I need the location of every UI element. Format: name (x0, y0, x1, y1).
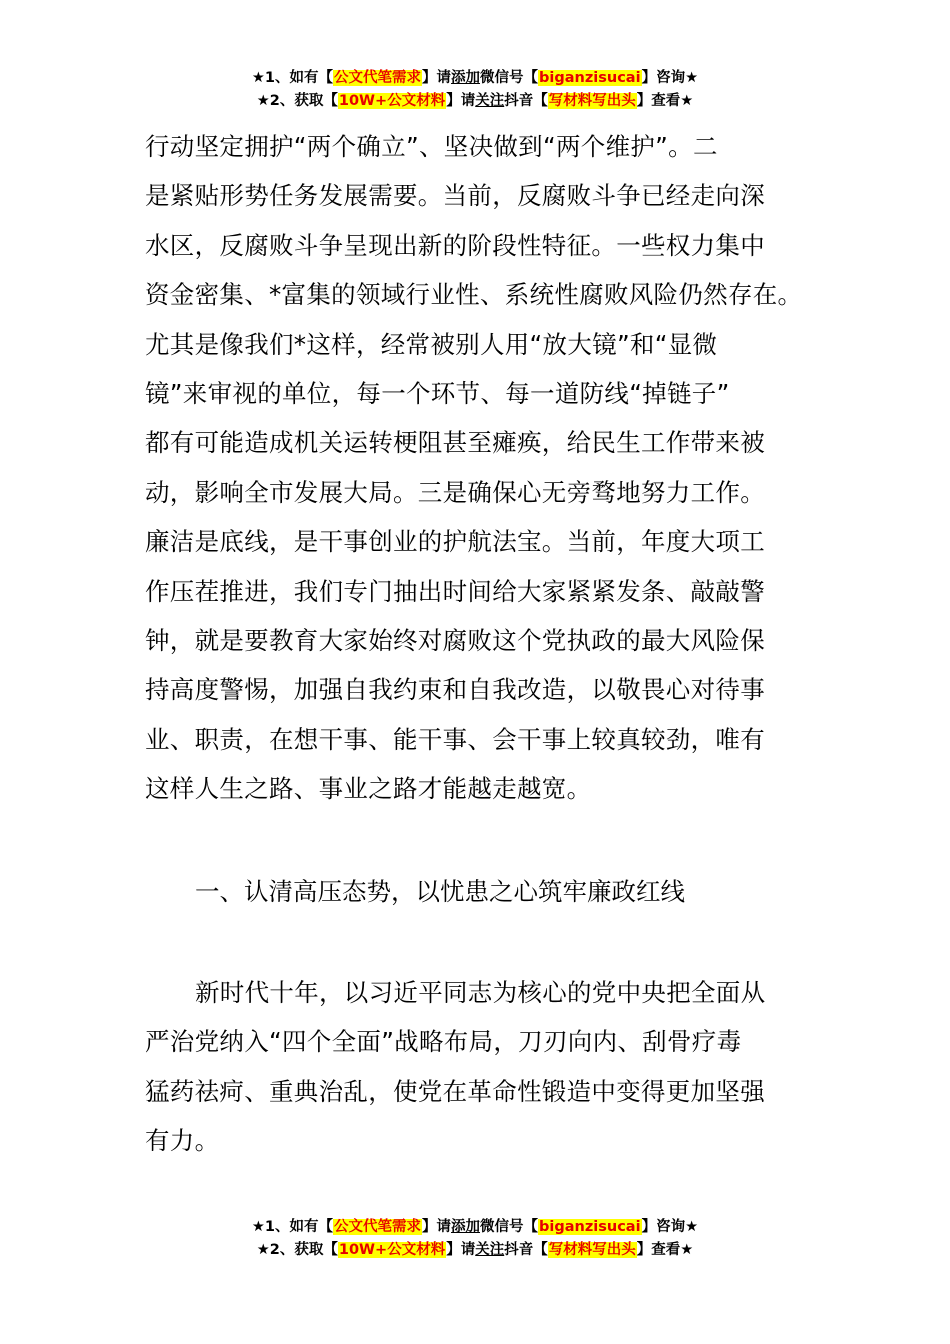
text-line: 廉洁是底线，是干事创业的护航法宝。当前，年度大项工 (145, 527, 765, 557)
text-line: 猛药祛疴、重典治乱，使党在革命性锻造中变得更加坚强 (145, 1076, 765, 1106)
banner-text: ★2、获取【 (256, 93, 338, 109)
text-line: 都有可能造成机关运转梗阻甚至瘫痪，给民生工作带来被 (145, 428, 765, 458)
highlight-service: 公文代笔需求 (334, 1219, 422, 1235)
banner-text: 】咨询★ (641, 70, 699, 86)
highlight-materials: 10W+公文材料 (338, 93, 446, 109)
footer-banner (0, 1216, 950, 1262)
banner-text: 微信号【 (480, 70, 539, 86)
banner-text: ★2、获取【 (256, 1242, 338, 1258)
text-line: 有力。 (145, 1126, 220, 1156)
highlight-douyin-id: 写材料写出头 (548, 93, 636, 109)
banner-underline: 关注 (475, 1242, 505, 1258)
body-paragraph (145, 122, 813, 814)
banner-underline: 关注 (475, 93, 505, 109)
text-line: 严治党纳入“四个全面”战略布局，刀刃向内、刮骨疗毒 (145, 1027, 742, 1057)
banner-line-1 (0, 1216, 950, 1239)
banner-line-2 (0, 1239, 950, 1262)
banner-underline: 添加 (451, 70, 481, 86)
text-line: 新时代十年，以习近平同志为核心的党中央把全面从 (195, 978, 766, 1007)
banner-text: 】请 (446, 1242, 476, 1258)
highlight-douyin-id: 写材料写出头 (548, 1242, 636, 1258)
text-line: 动，影响全市发展大局。三是确保心无旁骛地努力工作。 (145, 477, 765, 507)
highlight-materials: 10W+公文材料 (338, 1242, 446, 1258)
banner-text: 】查看★ (636, 1242, 694, 1258)
banner-text: 】请 (422, 1219, 452, 1235)
banner-text: 】查看★ (636, 93, 694, 109)
text-line: 这样人生之路、事业之路才能越走越宽。 (145, 774, 592, 804)
text-line: 水区，反腐败斗争呈现出新的阶段性特征。一些权力集中 (145, 230, 765, 260)
banner-text: 】请 (422, 70, 452, 86)
text-line: 业、职责，在想干事、能干事、会干事上较真较劲，唯有 (145, 724, 765, 754)
banner-text: 】请 (446, 93, 476, 109)
banner-text: ★1、如有【 (251, 1219, 334, 1235)
banner-text: 微信号【 (480, 1219, 539, 1235)
banner-line-2 (0, 90, 950, 113)
banner-line-1 (0, 67, 950, 90)
highlight-wechat-id: biganzisucai (539, 70, 641, 86)
text-line: 资金密集、*富集的领域行业性、系统性腐败风险仍然存在。 (145, 280, 803, 310)
banner-text: 】咨询★ (641, 1219, 699, 1235)
text-line: 尤其是像我们*这样，经常被别人用“放大镜”和“显微 (145, 329, 718, 359)
banner-underline: 添加 (451, 1219, 481, 1235)
highlight-service: 公文代笔需求 (334, 70, 422, 86)
header-banner (0, 67, 950, 113)
text-line: 钟，就是要教育大家始终对腐败这个党执政的最大风险保 (145, 626, 765, 656)
section-heading: 一、认清高压态势，以忧患之心筑牢廉政红线 (195, 877, 685, 906)
banner-text: 抖音【 (504, 93, 548, 109)
text-line: 作压茬推进，我们专门抽出时间给大家紧紧发条、敲敲警 (145, 576, 765, 606)
text-line: 镜”来审视的单位，每一个环节、每一道防线“掉链子” (145, 379, 730, 409)
text-line: 是紧贴形势任务发展需要。当前，反腐败斗争已经走向深 (145, 181, 765, 211)
text-line: 行动坚定拥护“两个确立”、坚决做到“两个维护”。二 (145, 132, 718, 161)
banner-text: ★1、如有【 (251, 70, 334, 86)
text-line: 持高度警惕，加强自我约束和自我改造，以敬畏心对待事 (145, 675, 765, 705)
highlight-wechat-id: biganzisucai (539, 1219, 641, 1235)
body-paragraph-2 (145, 968, 813, 1166)
banner-text: 抖音【 (504, 1242, 548, 1258)
document-body (145, 122, 813, 814)
